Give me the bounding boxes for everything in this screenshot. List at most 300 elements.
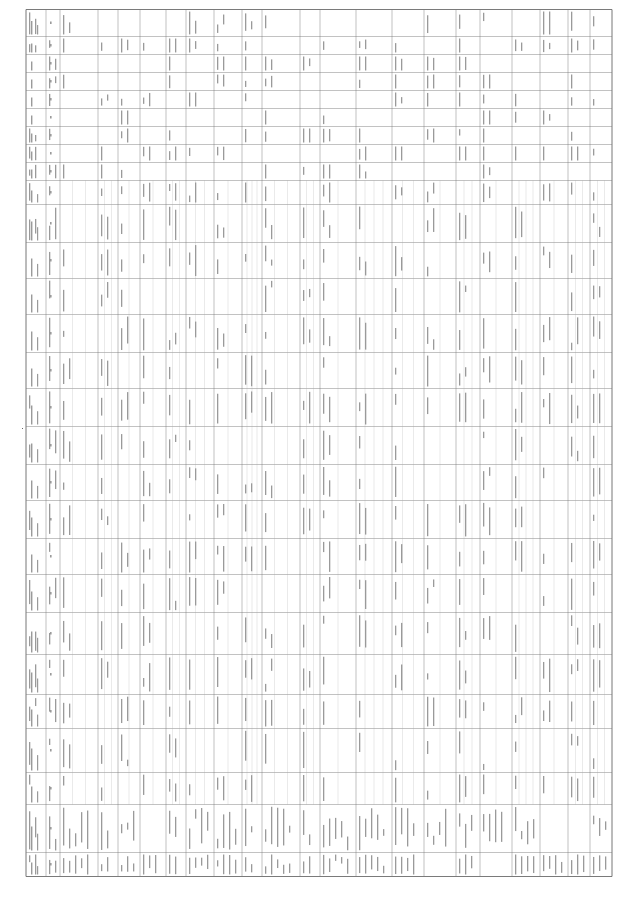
illegible-text-mark	[195, 322, 196, 338]
illegible-text-mark	[395, 807, 396, 845]
illegible-text-mark	[101, 165, 102, 179]
column-number-mark	[50, 481, 52, 484]
illegible-text-mark	[571, 147, 572, 161]
illegible-text-mark	[359, 436, 360, 448]
illegible-text-mark	[303, 57, 304, 71]
illegible-text-mark	[217, 657, 218, 687]
illegible-text-mark	[593, 541, 594, 569]
column-number-mark	[50, 749, 52, 752]
illegible-text-mark	[593, 436, 594, 458]
column-number-mark	[50, 44, 52, 47]
illegible-text-mark	[29, 580, 30, 604]
illegible-text-mark	[543, 40, 544, 52]
illegible-text-mark	[189, 196, 190, 203]
illegible-text-mark	[195, 245, 196, 276]
header-mark	[37, 791, 38, 802]
illegible-text-mark	[371, 808, 372, 838]
illegible-text-mark	[383, 866, 384, 874]
illegible-text-mark	[401, 147, 402, 161]
illegible-text-mark	[395, 57, 396, 71]
column-number-mark	[50, 222, 52, 225]
illegible-text-mark	[371, 855, 372, 869]
illegible-text-mark	[265, 132, 266, 142]
illegible-text-mark	[515, 476, 516, 498]
illegible-text-mark	[459, 330, 460, 350]
illegible-text-mark	[195, 41, 196, 49]
illegible-text-mark	[395, 368, 396, 375]
illegible-text-mark	[309, 58, 310, 66]
illegible-text-mark	[427, 397, 428, 414]
illegible-text-mark	[223, 504, 224, 515]
illegible-text-mark	[549, 856, 550, 869]
illegible-text-mark	[395, 446, 396, 460]
illegible-text-mark	[121, 224, 122, 234]
illegible-text-mark	[483, 75, 484, 89]
column-number-mark	[50, 406, 52, 409]
header-mark	[37, 523, 38, 536]
illegible-text-mark	[427, 327, 428, 344]
illegible-text-mark	[169, 707, 170, 717]
illegible-text-mark	[235, 860, 236, 874]
illegible-text-mark	[549, 12, 550, 35]
illegible-text-mark	[483, 551, 484, 564]
illegible-text-mark	[265, 332, 266, 339]
illegible-text-mark	[223, 227, 224, 237]
illegible-text-mark	[521, 831, 522, 839]
illegible-text-mark	[483, 253, 484, 264]
illegible-text-mark	[465, 367, 466, 376]
illegible-text-mark	[121, 290, 122, 307]
illegible-text-mark	[577, 147, 578, 161]
illegible-text-mark	[195, 542, 196, 560]
illegible-text-mark	[395, 626, 396, 636]
illegible-text-mark	[175, 784, 176, 802]
illegible-text-mark	[265, 15, 266, 28]
illegible-text-mark	[593, 857, 594, 874]
illegible-text-mark	[127, 317, 128, 344]
illegible-text-mark	[593, 286, 594, 300]
illegible-text-mark	[329, 858, 330, 872]
illegible-text-mark	[359, 317, 360, 349]
illegible-text-mark	[101, 745, 102, 764]
illegible-text-mark	[459, 775, 460, 803]
illegible-text-mark	[593, 16, 594, 26]
illegible-text-mark	[143, 147, 144, 156]
illegible-text-mark	[593, 370, 594, 379]
illegible-text-mark	[303, 732, 304, 768]
illegible-text-mark	[265, 397, 266, 421]
illegible-text-mark	[515, 509, 516, 528]
illegible-text-mark	[395, 43, 396, 52]
illegible-text-mark	[55, 430, 56, 453]
illegible-text-mark	[571, 860, 572, 874]
illegible-text-mark	[323, 431, 324, 460]
illegible-text-mark	[323, 116, 324, 125]
illegible-text-mark	[577, 659, 578, 671]
illegible-text-mark	[341, 821, 342, 837]
illegible-text-mark	[599, 321, 600, 339]
illegible-text-mark	[427, 823, 428, 837]
illegible-text-mark	[101, 43, 102, 51]
illegible-text-mark	[49, 356, 50, 381]
illegible-text-mark	[169, 340, 170, 350]
illegible-text-mark	[175, 857, 176, 875]
illegible-text-mark	[189, 858, 190, 874]
illegible-text-mark	[229, 855, 230, 874]
illegible-text-mark	[433, 183, 434, 194]
illegible-text-mark	[395, 541, 396, 572]
illegible-text-mark	[265, 79, 266, 87]
illegible-text-mark	[101, 295, 102, 307]
illegible-text-mark	[303, 668, 304, 690]
illegible-text-mark	[571, 579, 572, 610]
illegible-text-mark	[427, 504, 428, 536]
illegible-text-mark	[583, 856, 584, 872]
illegible-text-mark	[515, 39, 516, 51]
illegible-text-mark	[29, 811, 30, 849]
illegible-text-mark	[593, 192, 594, 200]
illegible-text-mark	[217, 75, 218, 84]
illegible-text-mark	[593, 213, 594, 222]
illegible-text-mark	[303, 709, 304, 725]
illegible-text-mark	[395, 93, 396, 107]
illegible-text-mark	[543, 247, 544, 256]
illegible-text-mark	[29, 669, 30, 688]
illegible-text-mark	[549, 114, 550, 121]
illegible-text-mark	[101, 398, 102, 416]
header-mark	[31, 170, 32, 179]
illegible-text-mark	[459, 393, 460, 421]
illegible-text-mark	[75, 833, 76, 846]
illegible-text-mark	[515, 357, 516, 381]
illegible-text-mark	[265, 246, 266, 262]
illegible-text-mark	[309, 671, 310, 688]
illegible-text-mark	[515, 429, 516, 460]
illegible-text-mark	[489, 814, 490, 841]
illegible-text-mark	[35, 45, 36, 52]
illegible-text-mark	[245, 485, 246, 494]
illegible-text-mark	[277, 859, 278, 868]
illegible-text-mark	[395, 185, 396, 199]
illegible-text-mark	[365, 544, 366, 561]
column-number-mark	[50, 673, 52, 676]
illegible-text-mark	[169, 130, 170, 140]
illegible-text-mark	[189, 400, 190, 425]
illegible-text-mark	[169, 811, 170, 834]
illegible-text-mark	[407, 858, 408, 871]
illegible-text-mark	[359, 402, 360, 411]
illegible-text-mark	[341, 857, 342, 864]
illegible-text-mark	[121, 543, 122, 573]
illegible-text-mark	[323, 825, 324, 847]
illegible-text-mark	[489, 251, 490, 272]
illegible-text-mark	[543, 662, 544, 679]
illegible-text-mark	[121, 400, 122, 421]
illegible-text-mark	[189, 784, 190, 795]
illegible-text-mark	[69, 829, 70, 849]
illegible-text-mark	[459, 93, 460, 107]
illegible-text-mark	[593, 777, 594, 798]
illegible-text-mark	[599, 543, 600, 560]
illegible-text-mark	[265, 286, 266, 312]
illegible-text-mark	[495, 810, 496, 843]
column-number-mark	[50, 369, 52, 372]
illegible-text-mark	[427, 741, 428, 754]
illegible-text-mark	[265, 370, 266, 385]
illegible-text-mark	[35, 19, 36, 34]
illegible-text-mark	[55, 59, 56, 70]
illegible-text-mark	[549, 701, 550, 722]
illegible-text-mark	[365, 580, 366, 609]
illegible-text-mark	[377, 857, 378, 871]
header-mark	[31, 44, 32, 53]
illegible-text-mark	[465, 631, 466, 640]
illegible-text-mark	[459, 731, 460, 753]
illegible-text-mark	[127, 856, 128, 872]
illegible-text-mark	[55, 839, 56, 851]
illegible-text-mark	[571, 664, 572, 674]
illegible-text-mark	[63, 431, 64, 459]
illegible-text-mark	[265, 208, 266, 228]
illegible-text-mark	[49, 739, 50, 745]
header-mark	[31, 98, 32, 107]
illegible-text-mark	[515, 409, 516, 422]
header-mark	[31, 80, 32, 89]
illegible-text-mark	[489, 75, 490, 89]
illegible-text-mark	[277, 808, 278, 847]
illegible-text-mark	[359, 857, 360, 873]
illegible-text-mark	[271, 855, 272, 875]
illegible-text-mark	[201, 808, 202, 843]
illegible-text-mark	[483, 111, 484, 125]
illegible-text-mark	[143, 441, 144, 458]
header-mark	[37, 679, 38, 693]
illegible-text-mark	[599, 818, 600, 836]
illegible-text-mark	[49, 860, 50, 874]
illegible-text-mark	[303, 810, 304, 835]
header-mark	[37, 449, 38, 462]
illegible-text-mark	[323, 318, 324, 345]
illegible-text-mark	[175, 183, 176, 200]
illegible-text-mark	[55, 165, 56, 179]
illegible-text-mark	[543, 147, 544, 161]
illegible-text-mark	[459, 699, 460, 717]
illegible-text-mark	[245, 504, 246, 531]
illegible-text-mark	[169, 207, 170, 226]
illegible-text-mark	[229, 812, 230, 850]
column-number-mark	[50, 555, 52, 558]
illegible-text-mark	[245, 698, 246, 721]
illegible-text-mark	[395, 75, 396, 89]
illegible-text-mark	[599, 623, 600, 648]
illegible-text-mark	[121, 328, 122, 350]
illegible-text-mark	[593, 625, 594, 648]
illegible-text-mark	[359, 57, 360, 71]
illegible-text-mark	[515, 256, 516, 270]
illegible-text-mark	[483, 165, 484, 179]
illegible-text-mark	[515, 776, 516, 789]
illegible-text-mark	[465, 286, 466, 292]
illegible-text-mark	[401, 97, 402, 103]
illegible-text-mark	[483, 318, 484, 348]
illegible-text-mark	[427, 129, 428, 139]
illegible-text-mark	[459, 15, 460, 29]
illegible-text-mark	[489, 507, 490, 535]
column-number-mark	[50, 295, 52, 298]
illegible-text-mark	[489, 616, 490, 640]
illegible-text-mark	[401, 544, 402, 563]
illegible-text-mark	[483, 129, 484, 143]
scan-speck	[22, 428, 23, 429]
illegible-text-mark	[223, 75, 224, 87]
illegible-text-mark	[223, 855, 224, 875]
column-number-mark	[50, 592, 52, 595]
header-mark	[37, 834, 38, 851]
illegible-text-mark	[365, 855, 366, 874]
illegible-text-mark	[265, 829, 266, 841]
illegible-text-mark	[521, 212, 522, 238]
illegible-text-mark	[549, 183, 550, 201]
illegible-text-mark	[433, 129, 434, 143]
column-number-mark	[50, 116, 52, 119]
illegible-text-mark	[149, 483, 150, 496]
illegible-text-mark	[593, 149, 594, 156]
illegible-text-mark	[543, 710, 544, 721]
illegible-text-mark	[359, 207, 360, 230]
illegible-text-mark	[223, 15, 224, 25]
illegible-text-mark	[127, 392, 128, 420]
illegible-text-mark	[69, 358, 70, 379]
illegible-text-mark	[169, 479, 170, 493]
illegible-text-mark	[195, 183, 196, 203]
illegible-text-mark	[395, 675, 396, 688]
illegible-text-mark	[323, 357, 324, 367]
illegible-text-mark	[143, 678, 144, 687]
illegible-text-mark	[35, 165, 36, 178]
illegible-text-mark	[309, 289, 310, 297]
illegible-text-mark	[365, 262, 366, 276]
illegible-text-mark	[593, 99, 594, 106]
illegible-text-mark	[395, 582, 396, 600]
illegible-text-mark	[169, 439, 170, 458]
header-mark	[31, 191, 32, 203]
header-mark	[31, 518, 32, 537]
illegible-text-mark	[543, 554, 544, 564]
illegible-text-mark	[483, 184, 484, 203]
illegible-text-mark	[483, 358, 484, 372]
illegible-text-mark	[143, 471, 144, 496]
illegible-text-mark	[217, 504, 218, 517]
illegible-text-mark	[489, 187, 490, 198]
illegible-text-mark	[271, 392, 272, 423]
illegible-text-mark	[223, 581, 224, 593]
illegible-text-mark	[271, 225, 272, 239]
illegible-text-mark	[571, 75, 572, 89]
illegible-text-mark	[549, 43, 550, 49]
illegible-text-mark	[395, 147, 396, 161]
illegible-text-mark	[427, 673, 428, 679]
column-number-mark	[50, 191, 52, 194]
column-number-mark	[50, 259, 52, 262]
illegible-text-mark	[515, 807, 516, 831]
illegible-text-mark	[459, 552, 460, 567]
illegible-text-mark	[63, 483, 64, 490]
column-number-mark	[50, 444, 52, 447]
illegible-text-mark	[217, 580, 218, 605]
illegible-text-mark	[251, 21, 252, 29]
illegible-text-mark	[543, 468, 544, 479]
illegible-text-mark	[49, 78, 50, 88]
illegible-text-mark	[143, 775, 144, 795]
illegible-text-mark	[121, 39, 122, 53]
illegible-text-mark	[49, 226, 50, 240]
illegible-text-mark	[121, 734, 122, 761]
illegible-text-mark	[329, 336, 330, 346]
header-mark	[37, 264, 38, 277]
illegible-text-mark	[323, 41, 324, 50]
illegible-text-mark	[365, 147, 366, 161]
illegible-text-mark	[235, 829, 236, 845]
illegible-text-mark	[359, 733, 360, 752]
header-mark	[31, 673, 32, 693]
illegible-text-mark	[335, 855, 336, 861]
illegible-text-mark	[433, 698, 434, 727]
illegible-text-mark	[521, 541, 522, 572]
illegible-text-mark	[35, 135, 36, 141]
illegible-text-mark	[265, 546, 266, 570]
illegible-text-mark	[459, 147, 460, 161]
illegible-text-mark	[251, 546, 252, 571]
illegible-text-mark	[245, 857, 246, 871]
illegible-text-mark	[101, 254, 102, 270]
illegible-text-mark	[483, 432, 484, 438]
illegible-text-mark	[329, 819, 330, 846]
illegible-text-mark	[143, 318, 144, 350]
illegible-text-mark	[303, 401, 304, 410]
illegible-text-mark	[395, 760, 396, 770]
illegible-text-mark	[283, 865, 284, 874]
illegible-text-mark	[35, 698, 36, 706]
column-number-mark	[50, 62, 52, 65]
header-mark	[37, 337, 38, 350]
illegible-text-mark	[217, 474, 218, 494]
illegible-text-mark	[245, 81, 246, 87]
illegible-text-mark	[149, 623, 150, 643]
illegible-text-mark	[395, 778, 396, 803]
illegible-text-mark	[63, 331, 64, 337]
illegible-text-mark	[217, 627, 218, 640]
illegible-text-mark	[49, 186, 50, 195]
illegible-text-mark	[217, 860, 218, 866]
illegible-text-mark	[459, 660, 460, 689]
header-mark	[37, 560, 38, 573]
illegible-text-mark	[169, 855, 170, 874]
illegible-text-mark	[245, 393, 246, 419]
illegible-text-mark	[69, 704, 70, 718]
illegible-text-mark	[521, 437, 522, 452]
illegible-text-mark	[143, 392, 144, 404]
illegible-text-mark	[483, 814, 484, 831]
illegible-text-mark	[121, 131, 122, 138]
illegible-text-mark	[189, 660, 190, 690]
header-mark	[31, 481, 32, 499]
illegible-text-mark	[605, 821, 606, 829]
illegible-text-mark	[465, 393, 466, 423]
illegible-text-mark	[49, 660, 50, 668]
illegible-text-mark	[401, 623, 402, 647]
illegible-text-mark	[571, 357, 572, 384]
illegible-text-mark	[303, 861, 304, 873]
